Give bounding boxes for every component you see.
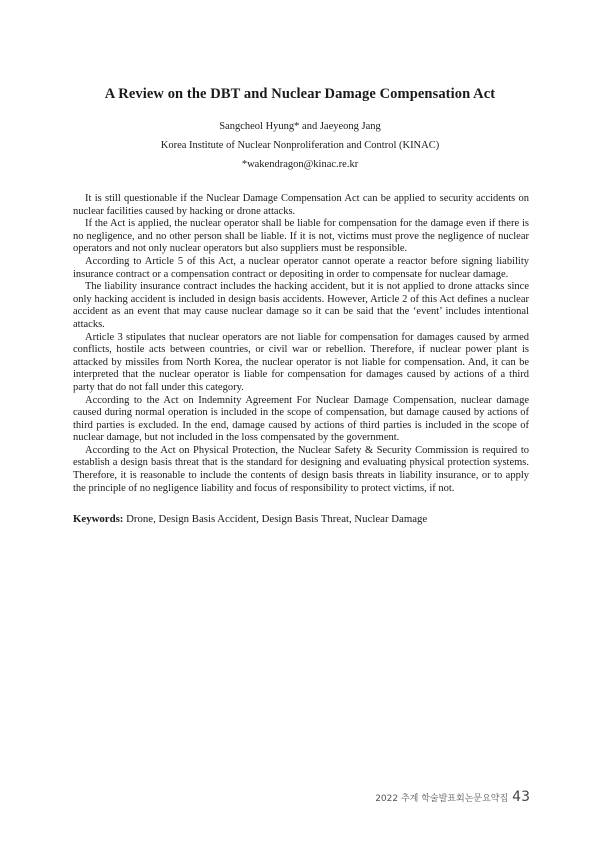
abstract-paragraph: The liability insurance contract includes the hacking accident, but it is not applied to drone attacks since only hacking accident is included in design basis accidents. However, Article 2 of this Act defines a nuclear accident as an event that may cause nuclear damage so it can be said that the ‘event’ includes intentional attacks. bbox=[73, 281, 529, 330]
page-footer bbox=[375, 789, 530, 805]
abstract-paragraph: It is still questionable if the Nuclear Damage Compensation Act can be applied to security accidents on nuclear facilities caused by hacking or drone attacks. bbox=[73, 193, 529, 217]
author-line: Sangcheol Hyung* and Jaeyeong Jang bbox=[219, 121, 381, 132]
paper-title: A Review on the DBT and Nuclear Damage Compensation Act bbox=[104, 86, 496, 102]
proceedings-title: 2022 추계 학술발표회논문요약집 bbox=[375, 794, 509, 804]
abstract-paragraph: According to Article 5 of this Act, a nuclear operator cannot operate a reactor before signing liability insurance contract or a compensation contract or depositing in order to compensate for nuclear damage. bbox=[73, 255, 529, 280]
abstract-paragraph: According to the Act on Indemnity Agreement For Nuclear Damage Compensation, nuclear damage caused during normal operation is included in the scope of compensation, but damage caused by actions of third parties is excluded. In the end, damage caused by actions of third parties is included in the scope of nuclear damage, but not included in the loss compensated by the government. bbox=[73, 394, 529, 444]
page-number: 43 bbox=[512, 789, 530, 805]
affiliation-line: Korea Institute of Nuclear Nonproliferation and Control (KINAC) bbox=[160, 140, 440, 151]
abstract-body bbox=[73, 193, 529, 495]
abstract-paragraph: According to the Act on Physical Protection, the Nuclear Safety & Security Commission is required to establish a design basis threat that is the standard for designing and evaluating physical protection systems. Therefore, it is reasonable to include the contents of design basis threats in liability insurance, or to apply the principle of no negligence liability and focus of responsibility to protect victims, if not. bbox=[73, 444, 529, 494]
keywords-label: Keywords: bbox=[73, 513, 124, 525]
abstract-paragraph: Article 3 stipulates that nuclear operators are not liable for compensation for damages caused by armed conflicts, hostile acts between countries, or civil war or rebellion. Therefore, if nuclear power plant is attacked by missiles from North Korea, the nuclear operator is not liable for compensation. And, it can be interpreted that the nuclear operator is liable for compensation for damages caused by actions of a third party that do not fall under this category. bbox=[73, 331, 529, 393]
email-line: *wakendragon@kinac.re.kr bbox=[241, 159, 359, 170]
keywords-line bbox=[73, 513, 529, 525]
abstract-paragraph: If the Act is applied, the nuclear operator shall be liable for compensation for the damage even if there is no negligence, and no other person shall be liable. If it is not, victims must prove the negligence of nuclear operators and not only nuclear operators but also suppliers must be responsible. bbox=[73, 218, 529, 255]
keywords-list: Drone, Design Basis Accident, Design Basis Threat, Nuclear Damage bbox=[126, 513, 428, 525]
